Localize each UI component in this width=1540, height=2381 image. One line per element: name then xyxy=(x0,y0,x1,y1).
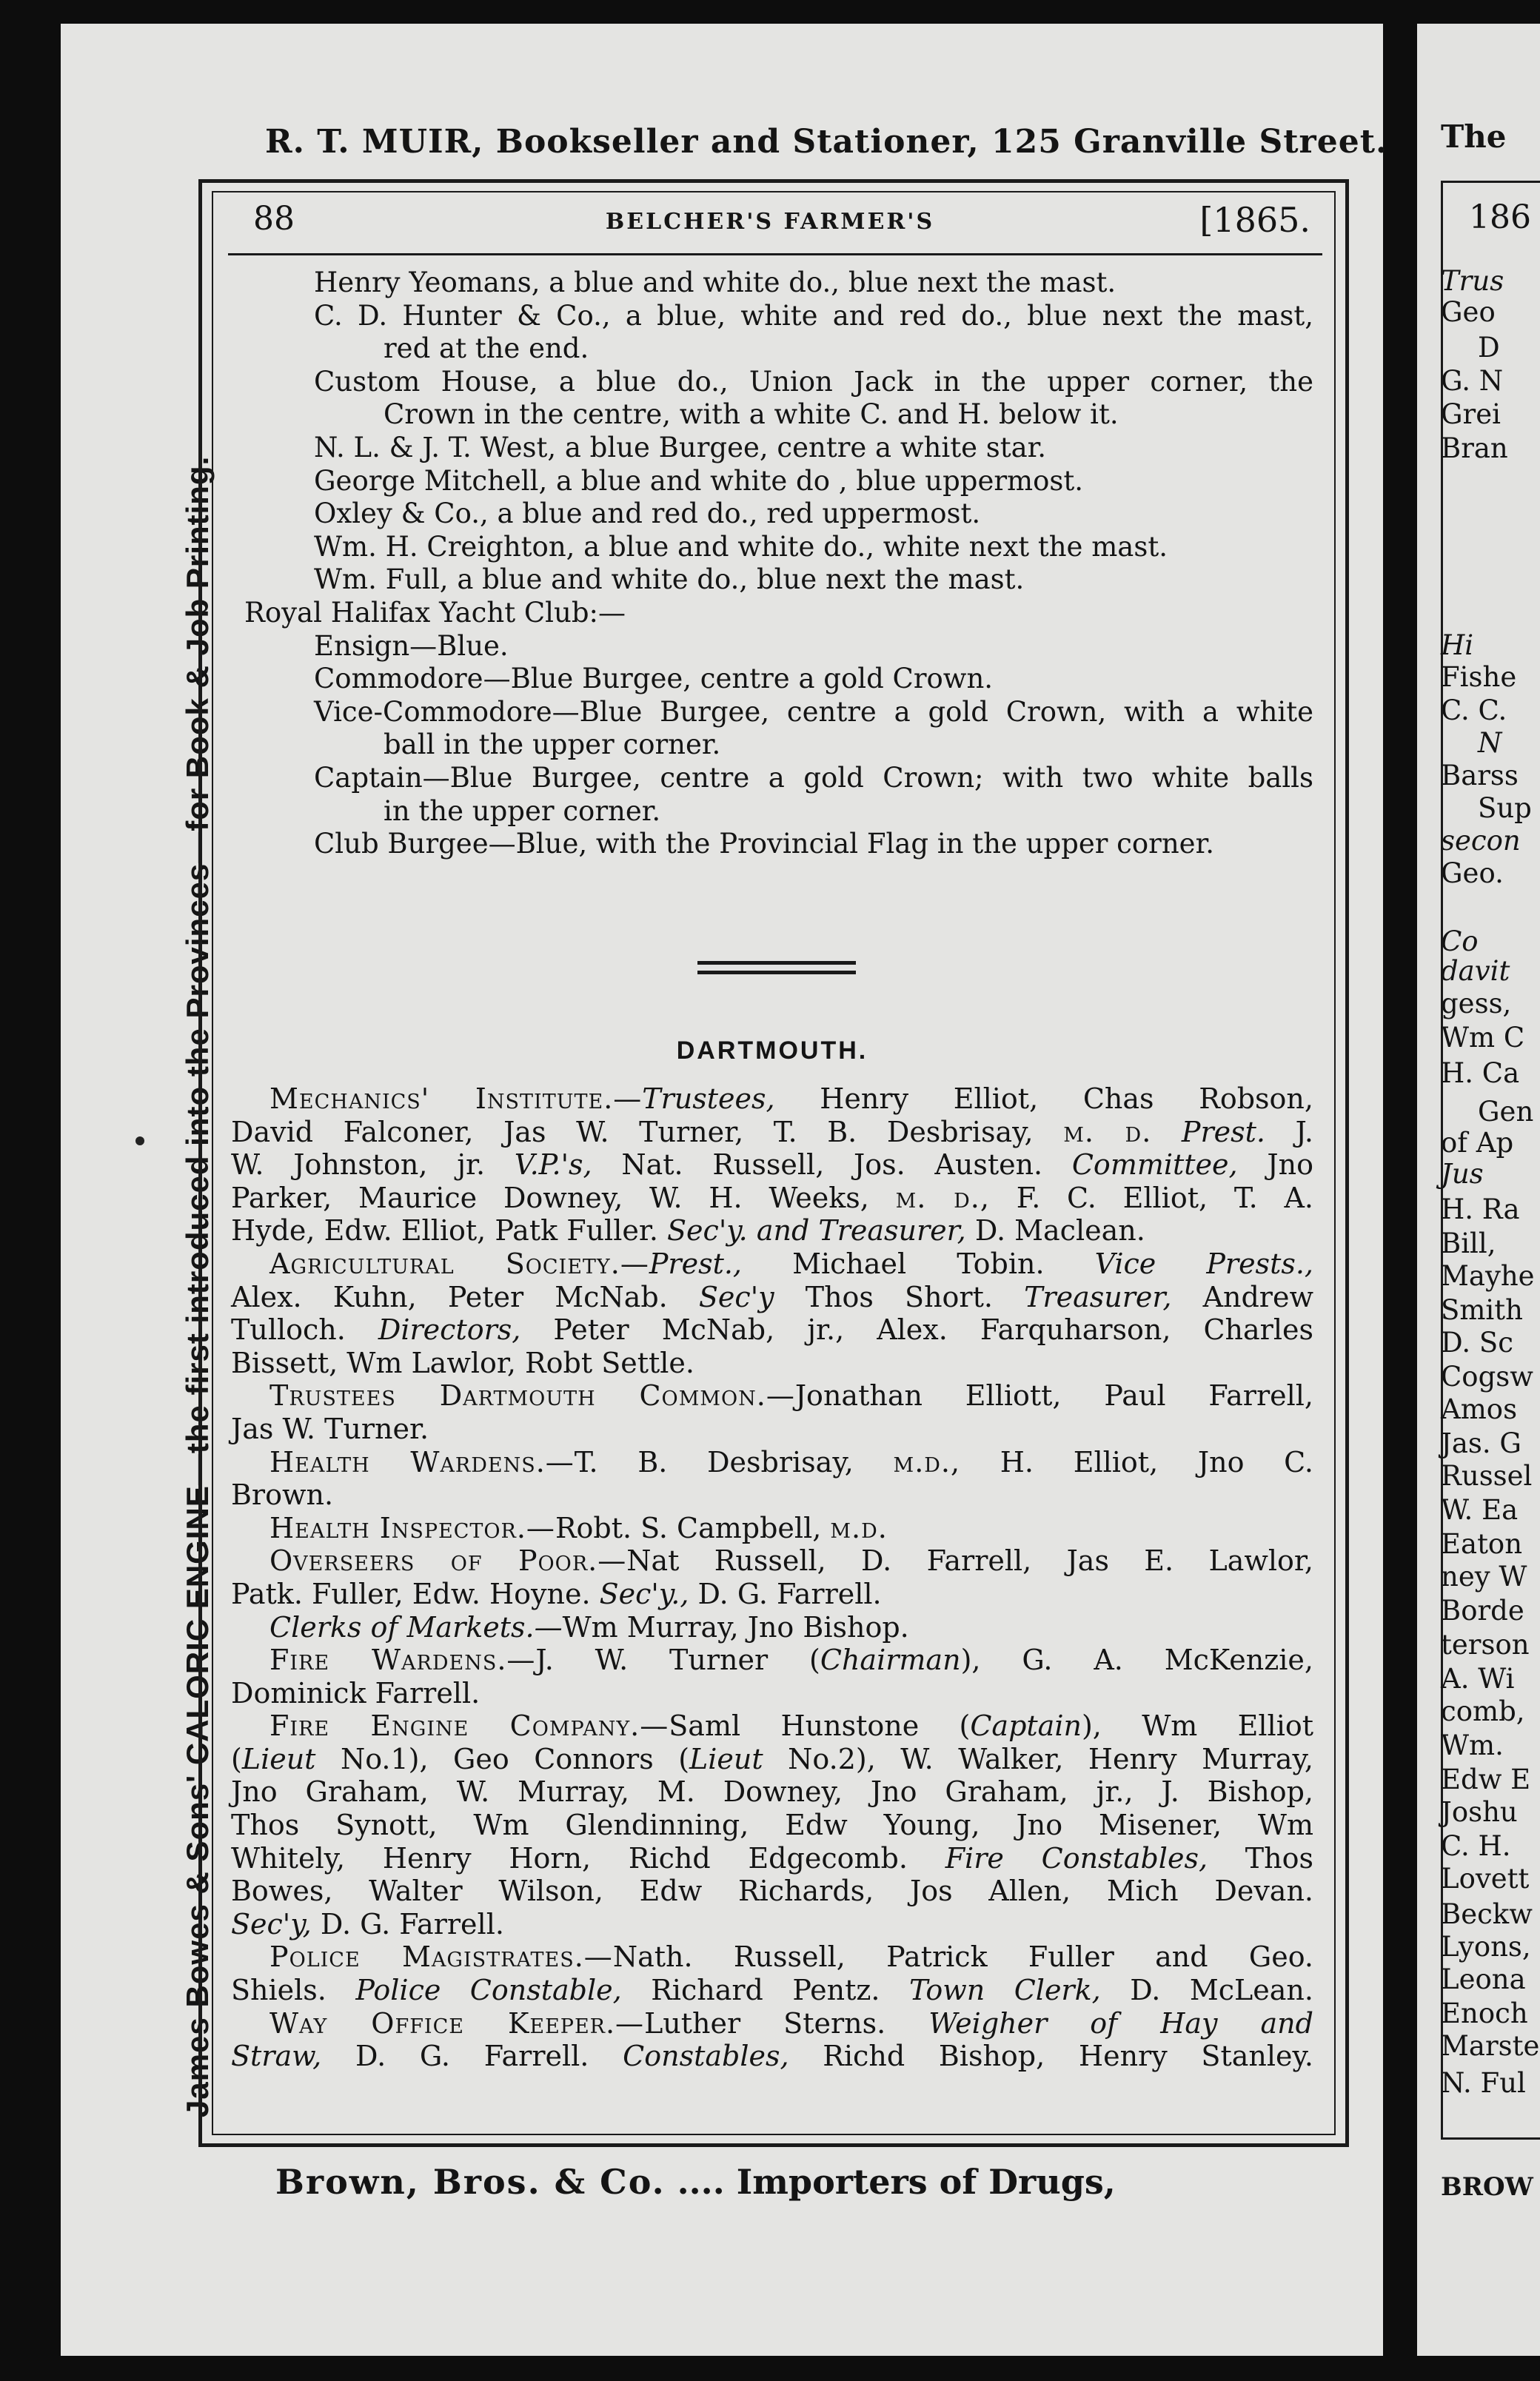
next-page-line: W. Ea xyxy=(1441,1494,1519,1526)
overseers-line xyxy=(231,1578,1313,1611)
flag-line: Crown in the centre, with a white C. and H. below it. xyxy=(384,398,1119,431)
next-page-line: H. Ca xyxy=(1441,1057,1520,1089)
names: No.2), W. Walker, Henry Murray, xyxy=(788,1742,1313,1775)
names: Alex. Kuhn, Peter McNab. xyxy=(231,1280,668,1313)
names: Thos Short. xyxy=(805,1280,993,1313)
fire-wardens-label: Fire Wardens.— xyxy=(270,1644,536,1677)
flag-line: Wm. H. Creighton, a blue and white do., white next the mast. xyxy=(314,530,1168,563)
next-page-line: ney W xyxy=(1441,1561,1527,1593)
next-page-line: Fishe xyxy=(1441,661,1517,693)
names: Richard Pentz. xyxy=(651,1974,880,2007)
fire-wardens-line: Dominick Farrell. xyxy=(231,1676,481,1709)
bottom-advertisement xyxy=(275,2162,1116,2202)
names: Luther Sterns. xyxy=(644,2006,886,2040)
names: Tulloch. xyxy=(231,1313,346,1347)
running-title: BELCHER'S FARMER'S xyxy=(605,209,935,235)
leader-dots: .... xyxy=(677,2162,725,2202)
names: D. McLean. xyxy=(1130,1974,1313,2007)
health-inspector-label: Health Inspector.— xyxy=(270,1511,555,1544)
fire-engine-line xyxy=(231,1842,1313,1875)
degree: m. d. xyxy=(1063,1115,1152,1148)
names: Saml Hunstone ( xyxy=(669,1709,971,1743)
fire-engine-label: Fire Engine Company.— xyxy=(270,1709,669,1743)
names: Nat Russell, D. Farrell, Jas E. Lawlor, xyxy=(626,1544,1313,1578)
next-page-line: Geo xyxy=(1441,296,1496,328)
names: Whitely, Henry Horn, Richd Edgecomb. xyxy=(231,1841,908,1875)
police-label: Police Magistrates.— xyxy=(270,1940,613,1974)
flag-line: red at the end. xyxy=(384,332,589,365)
role: Town Clerk, xyxy=(908,1974,1101,2007)
next-page-line: Beckw xyxy=(1441,1898,1533,1930)
next-page-line: Gen xyxy=(1478,1096,1534,1128)
fire-engine-line xyxy=(231,1709,1313,1743)
agricultural-line xyxy=(231,1281,1313,1314)
names: Thos xyxy=(1245,1841,1313,1875)
role: Trustees, xyxy=(642,1082,775,1115)
next-page-line: Joshu xyxy=(1441,1796,1518,1828)
names: J. W. Turner ( xyxy=(535,1644,820,1677)
next-page-line: terson xyxy=(1441,1629,1530,1661)
flag-line: Wm. Full, a blue and white do., blue next the mast. xyxy=(314,563,1025,596)
next-page-line: C. C. xyxy=(1441,694,1507,726)
fire-engine-line xyxy=(231,1908,1313,1941)
yacht-club-title: Royal Halifax Yacht Club:— xyxy=(244,596,626,629)
names: Nat. Russell, Jos. Austen. xyxy=(621,1148,1043,1182)
names: No.1), Geo Connors ( xyxy=(340,1742,690,1775)
mechanics-line xyxy=(231,1082,1313,1116)
names: Richd Bishop, Henry Stanley. xyxy=(823,2040,1313,2073)
next-page-line: G. N xyxy=(1441,365,1504,397)
degree: m.d., xyxy=(893,1445,961,1479)
agricultural-line: Bissett, Wm Lawlor, Robt Settle. xyxy=(231,1346,694,1379)
fire-engine-line xyxy=(231,1743,1313,1776)
names: ), G. A. McKenzie, xyxy=(960,1644,1313,1677)
names: Shiels. xyxy=(231,1974,327,2007)
overseers-line xyxy=(231,1544,1313,1578)
names: Peter McNab, jr., Alex. Farquharson, Charles xyxy=(553,1313,1313,1347)
next-page-line: Lovett xyxy=(1441,1863,1530,1895)
flags-section xyxy=(231,267,1313,861)
police-line xyxy=(231,1940,1313,1974)
names: Michael Tobin. xyxy=(792,1247,1045,1280)
next-page-year: 186 xyxy=(1469,198,1531,236)
page-number: 88 xyxy=(253,200,295,238)
next-page-line: N xyxy=(1478,727,1502,759)
advert-tagline: Importers of Drugs, xyxy=(736,2162,1116,2202)
names: D. Maclean. xyxy=(974,1214,1145,1248)
names: J. xyxy=(1295,1115,1313,1148)
mechanics-line xyxy=(231,1214,1313,1248)
agricultural-label: Agricultural Society.— xyxy=(270,1247,649,1280)
role: Constables, xyxy=(623,2040,789,2073)
names: Hyde, Edw. Elliot, Patk Fuller. xyxy=(231,1214,658,1248)
names: ( xyxy=(231,1742,242,1775)
names: ), Wm Elliot xyxy=(1081,1709,1313,1743)
flag-line: C. D. Hunter & Co., a blue, white and red do., blue next the mast, xyxy=(314,299,1313,332)
header-rule xyxy=(228,253,1322,255)
next-page-line: Wm. xyxy=(1441,1729,1504,1761)
next-page-bottom: BROW xyxy=(1441,2172,1533,2202)
next-page-line: Trus xyxy=(1441,265,1504,297)
role: Committee, xyxy=(1071,1148,1238,1182)
names: Robt. S. Campbell, xyxy=(555,1511,822,1544)
yacht-line: Club Burgee—Blue, with the Provincial Flag in the upper corner. xyxy=(314,828,1214,860)
role: Prest. xyxy=(1181,1115,1265,1148)
running-year: [1865. xyxy=(1199,200,1310,240)
names: David Falconer, Jas W. Turner, T. B. Desbrisay, xyxy=(231,1115,1034,1148)
flag-line: Henry Yeomans, a blue and white do., blue next the mast. xyxy=(314,267,1116,298)
names: Henry Elliot, Chas Robson, xyxy=(820,1082,1313,1115)
trustees-label: Trustees Dartmouth Common.— xyxy=(270,1379,795,1413)
way-office-line xyxy=(231,2040,1313,2073)
names: H. Elliot, Jno C. xyxy=(1000,1445,1313,1479)
yacht-line: in the upper corner. xyxy=(384,794,661,827)
names: Jonathan Elliott, Paul Farrell, xyxy=(794,1379,1313,1413)
fire-engine-line: Thos Synott, Wm Glendinning, Edw Young, Jno Misener, Wm xyxy=(231,1809,1313,1842)
names: Nath. Russell, Patrick Fuller and Geo. xyxy=(612,1940,1314,1974)
clerks-line xyxy=(231,1611,1313,1644)
next-page-line: gess, xyxy=(1441,988,1512,1019)
degree: m. d., xyxy=(895,1181,990,1214)
next-page-line: Sup xyxy=(1478,792,1532,824)
names: Jno xyxy=(1267,1148,1313,1182)
health-inspector-line xyxy=(231,1512,1313,1545)
role: Sec'y., xyxy=(599,1577,689,1610)
yacht-line: Vice-Commodore—Blue Burgee, centre a gold Crown, with a white xyxy=(314,695,1313,728)
side-advertisement: James Bowes & Sons' CALORIC ENGINE—the first introduced into the Provinces—for Book & Job Printing. xyxy=(180,455,215,2117)
next-page-line: Russel xyxy=(1441,1460,1533,1492)
next-page-line: secon xyxy=(1441,825,1521,857)
next-page-line: C. H. xyxy=(1441,1830,1511,1862)
next-page-line: Barss xyxy=(1441,760,1519,791)
next-page-line: Hi xyxy=(1441,629,1474,661)
names: W. Johnston, jr. xyxy=(231,1148,486,1182)
next-page-line: Geo. xyxy=(1441,857,1504,889)
health-wardens-line: Brown. xyxy=(231,1479,334,1512)
names: Wm Murray, Jno Bishop. xyxy=(562,1610,909,1644)
way-office-line xyxy=(231,2007,1313,2040)
mechanics-label: Mechanics' Institute.— xyxy=(270,1082,643,1115)
next-page-line: comb, xyxy=(1441,1695,1525,1727)
names: Parker, Maurice Downey, W. H. Weeks, xyxy=(231,1181,869,1214)
next-page-line: Bill, xyxy=(1441,1228,1496,1259)
role: Sec'y, xyxy=(231,1907,312,1940)
next-page-line: Amos xyxy=(1441,1393,1518,1425)
overseers-label: Overseers of Poor.— xyxy=(270,1544,627,1578)
flag-line: Custom House, a blue do., Union Jack in the upper corner, the xyxy=(314,365,1313,398)
way-office-label: Way Office Keeper.— xyxy=(270,2006,645,2040)
fire-engine-line: Jno Graham, W. Murray, M. Downey, Jno Graham, jr., J. Bishop, xyxy=(231,1775,1313,1809)
yacht-line: Captain—Blue Burgee, centre a gold Crown; with two white balls xyxy=(314,761,1313,794)
role: Directors, xyxy=(378,1313,521,1347)
next-page-line: Cogsw xyxy=(1441,1361,1533,1393)
next-page-line: Wm C xyxy=(1441,1022,1525,1054)
mechanics-line xyxy=(231,1116,1313,1149)
clerks-label: Clerks of Markets.— xyxy=(270,1610,563,1644)
role: Weigher of Hay and xyxy=(928,2006,1313,2040)
degree: m.d. xyxy=(830,1511,888,1544)
running-head xyxy=(222,198,1318,243)
flag-line: George Mitchell, a blue and white do , blue uppermost. xyxy=(314,464,1084,497)
role: Lieut xyxy=(241,1742,316,1775)
next-page-line: Leona xyxy=(1441,1963,1526,1995)
health-wardens-label: Health Wardens.— xyxy=(270,1445,575,1479)
role: Fire Constables, xyxy=(945,1841,1208,1875)
role: Lieut xyxy=(689,1742,763,1775)
role: Sec'y xyxy=(698,1280,774,1313)
role: Prest., xyxy=(649,1247,742,1280)
role: Straw, xyxy=(231,2040,322,2073)
health-wardens-line xyxy=(231,1446,1313,1479)
yacht-line: Commodore—Blue Burgee, centre a gold Crown. xyxy=(314,663,994,695)
names: Andrew xyxy=(1202,1280,1313,1313)
next-page-top: The xyxy=(1441,118,1507,155)
next-page-line: N. Ful xyxy=(1441,2067,1526,2099)
dartmouth-section xyxy=(231,1082,1313,2073)
next-page-line: davit xyxy=(1441,955,1510,987)
brand-name: Brown, Bros. & Co. xyxy=(275,2162,666,2202)
yacht-line: ball in the upper corner. xyxy=(384,729,721,761)
role: Captain xyxy=(970,1709,1082,1743)
role: Sec'y. and Treasurer, xyxy=(667,1214,966,1248)
names: F. C. Elliot, T. A. xyxy=(1016,1181,1313,1214)
next-page-line: D. Sc xyxy=(1441,1327,1513,1359)
agricultural-line xyxy=(231,1313,1313,1347)
dartmouth-heading: DARTMOUTH. xyxy=(676,1037,868,1065)
side-dot xyxy=(135,1136,144,1145)
next-page-line: Co xyxy=(1441,925,1479,957)
yacht-line: Ensign—Blue. xyxy=(314,629,509,662)
role: Treasurer, xyxy=(1024,1280,1172,1313)
section-divider xyxy=(697,961,856,980)
agricultural-line xyxy=(231,1248,1313,1281)
next-page-line: Edw E xyxy=(1441,1764,1531,1795)
next-page-line: D xyxy=(1478,332,1500,364)
next-page-line: Smith xyxy=(1441,1294,1523,1326)
fire-wardens-line xyxy=(231,1644,1313,1677)
trustees-line xyxy=(231,1379,1313,1413)
next-page-line: Lyons, xyxy=(1441,1931,1531,1963)
next-page-line: Jus xyxy=(1441,1158,1484,1190)
next-page-line: H. Ra xyxy=(1441,1193,1520,1225)
next-page-line: Bran xyxy=(1441,432,1508,464)
next-page-line: Grei xyxy=(1441,398,1501,430)
names: Patk. Fuller, Edw. Hoyne. xyxy=(231,1577,591,1610)
role: Vice Prests., xyxy=(1094,1247,1313,1280)
flag-line: N. L. & J. T. West, a blue Burgee, centre a white star. xyxy=(314,431,1047,463)
next-page-line: of Ap xyxy=(1441,1127,1514,1159)
fire-engine-line: Bowes, Walter Wilson, Edw Richards, Jos Allen, Mich Devan. xyxy=(231,1875,1313,1908)
role: Police Constable, xyxy=(355,1974,622,2007)
next-page-line: Eaton xyxy=(1441,1528,1523,1560)
names: D. G. Farrell. xyxy=(320,1907,504,1940)
names: D. G. Farrell. xyxy=(697,1577,882,1610)
top-advertisement: R. T. MUIR, Bookseller and Stationer, 125 Granville Street. xyxy=(265,123,1388,161)
role: Chairman xyxy=(820,1644,961,1677)
names: D. G. Farrell. xyxy=(355,2040,589,2073)
police-line xyxy=(231,1974,1313,2007)
mechanics-line xyxy=(231,1148,1313,1182)
mechanics-line xyxy=(231,1182,1313,1215)
next-page-line: Enoch xyxy=(1441,1997,1528,2029)
next-page-line: Borde xyxy=(1441,1595,1524,1627)
next-page-line: Jas. G xyxy=(1441,1427,1521,1459)
next-page-line: Mayhe xyxy=(1441,1260,1535,1292)
role: V.P.'s, xyxy=(514,1148,592,1182)
next-page-line: A. Wi xyxy=(1441,1663,1515,1695)
next-page-line: Marste xyxy=(1441,2030,1540,2062)
names: T. B. Desbrisay, xyxy=(574,1445,854,1479)
trustees-line: Jas W. Turner. xyxy=(231,1412,429,1445)
flag-line: Oxley & Co., a blue and red do., red uppermost. xyxy=(314,498,981,530)
